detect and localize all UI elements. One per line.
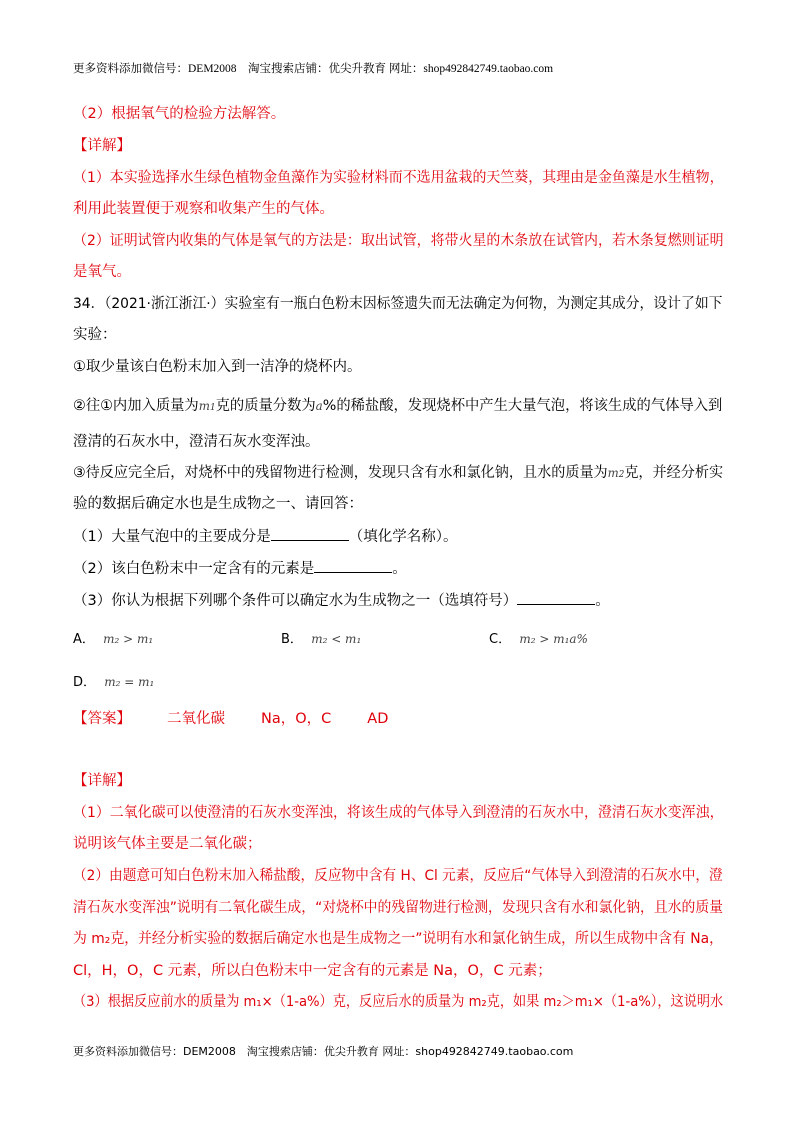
- answer-blank[interactable]: [271, 528, 349, 541]
- page-header: 更多资料添加微信号：DEM2008 淘宝搜索店铺：优尖升教育 网址：shop492842749.taobao.com: [73, 63, 554, 75]
- question-stem: 34．（2021·浙江浙江·）实验室有一瓶白色粉末因标签遗失而无法确定为何物，为测定其成分，设计了如下: [73, 296, 723, 312]
- detail-text: 说明该气体主要是二氧化碳；: [73, 836, 262, 852]
- option-b: B． m₂ < m₁: [281, 632, 362, 647]
- detail-text: Cl，H，O，C 元素，所以白色粉末中一定含有的元素是 Na，O，C 元素；: [73, 963, 552, 979]
- page-footer: 更多资料添加微信号：DEM2008 淘宝搜索店铺：优尖升教育 网址：shop492842749.taobao.com: [73, 1045, 574, 1058]
- detail-text: （2）证明试管内收集的气体是氧气的方法是：取出试管，将带火星的木条放在试管内，若木条复燃则证明: [73, 233, 724, 249]
- question-stem: 实验：: [73, 327, 117, 343]
- option-d: D． m₂ = m₁: [73, 675, 155, 690]
- sub-question-2: （2）该白色粉末中一定含有的元素是 。: [73, 561, 407, 577]
- detail-text: 利用此装置便于观察和收集产生的气体。: [73, 201, 334, 217]
- sub-question-3: （3）你认为根据下列哪个条件可以确定水为生成物之一（选填符号） 。: [73, 593, 610, 609]
- detail-tag: 【详解】: [73, 773, 131, 789]
- answer-blank[interactable]: [517, 592, 595, 605]
- detail-text: 是氧气。: [73, 264, 131, 280]
- detail-text: （1）二氧化碳可以使澄清的石灰水变浑浊，将该生成的气体导入到澄清的石灰水中，澄清石灰水变浑浊，: [73, 805, 724, 821]
- step-2-cont: 澄清的石灰水中，澄清石灰水变浑浊。: [73, 434, 320, 450]
- detail-text: （1）本实验选择水生绿色植物金鱼藻作为实验材料而不选用盆栽的天竺葵，其理由是金鱼藻是水生植物，: [73, 170, 724, 186]
- analysis-line: （2）根据氧气的检验方法解答。: [73, 106, 286, 122]
- answer-blank[interactable]: [314, 560, 392, 573]
- detail-tag: 【详解】: [73, 138, 131, 154]
- step-1: ①取少量该白色粉末加入到一洁净的烧杯内。: [73, 359, 362, 375]
- detail-text: 为 m₂克，并经分析实验的数据后确定水也是生成物之一”说明有水和氯化钠生成，所以生成物中含有 Na，: [73, 931, 723, 947]
- step-3: ③待反应完全后，对烧杯中的残留物进行检测，发现只含有水和氯化钠，且水的质量为m2克，并经分析实: [73, 465, 724, 481]
- option-a: A． m₂ > m₁: [73, 632, 154, 647]
- step-2: ②往①内加入质量为m1克的质量分数为a%的稀盐酸，发现烧杯中产生大量气泡，将该生成的气体导入到: [73, 398, 723, 414]
- step-3-cont: 验的数据后确定水也是生成物之一、请回答：: [73, 496, 363, 512]
- detail-text: （3）根据反应前水的质量为 m₁×（1-a%）克，反应后水的质量为 m₂克，如果 m₂＞m₁×（1-a%），这说明水: [73, 994, 724, 1010]
- detail-text: （2）由题意可知白色粉末加入稀盐酸，反应物中含有 H、Cl 元素，反应后“气体导入到澄清的石灰水中，澄: [73, 868, 723, 884]
- option-c: C． m₂ > m₁a%: [489, 632, 588, 647]
- sub-question-1: （1）大量气泡中的主要成分是 （填化学名称）。: [73, 529, 458, 545]
- answer-line: 【答案】 二氧化碳 Na，O，C AD: [73, 711, 389, 727]
- detail-text: 清石灰水变浑浊”说明有二氧化碳生成，“对烧杯中的残留物进行检测，发现只含有水和氯化钠，且水的质量: [73, 900, 723, 916]
